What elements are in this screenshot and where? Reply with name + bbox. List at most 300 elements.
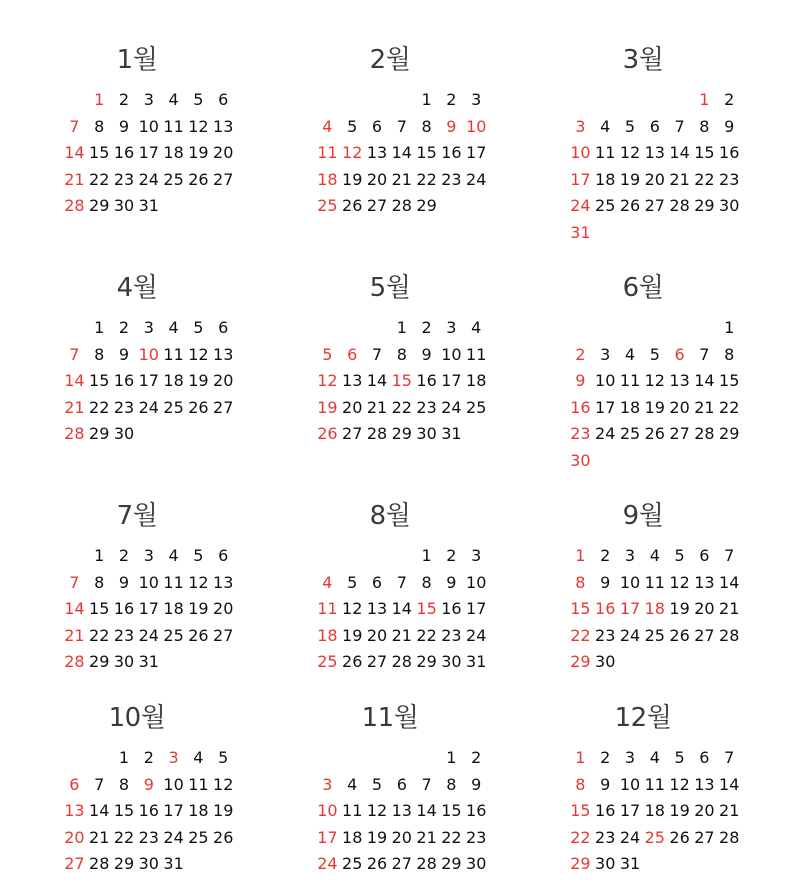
day-cell[interactable]: 12 [188, 572, 209, 592]
day-cell[interactable]: 6 [699, 546, 710, 565]
day-cell[interactable]: 2 [600, 748, 611, 767]
day-cell[interactable]: 17 [138, 599, 159, 619]
day-cell[interactable]: 15 [89, 599, 110, 619]
day-cell[interactable]: 13 [391, 801, 412, 821]
day-cell[interactable]: 11 [317, 599, 338, 619]
day-cell[interactable]: 24 [138, 625, 159, 645]
day-cell[interactable]: 7 [371, 344, 383, 364]
day-cell[interactable]: 22 [89, 625, 110, 645]
day-cell[interactable]: 3 [471, 90, 482, 109]
day-cell[interactable]: 3 [471, 546, 482, 565]
day-cell[interactable]: 28 [416, 854, 437, 874]
day-cell[interactable]: 26 [342, 652, 363, 672]
day-cell[interactable]: 22 [694, 169, 715, 189]
day-cell[interactable]: 13 [213, 344, 234, 364]
day-cell[interactable]: 10 [441, 344, 462, 364]
day-cell[interactable]: 11 [466, 344, 487, 364]
day-cell[interactable]: 24 [570, 196, 591, 216]
day-cell[interactable]: 12 [317, 371, 338, 391]
day-cell[interactable]: 1 [699, 90, 710, 109]
day-cell[interactable]: 11 [342, 801, 363, 821]
day-cell[interactable]: 11 [644, 572, 665, 592]
day-cell[interactable]: 7 [69, 116, 80, 136]
day-cell[interactable]: 14 [64, 143, 85, 163]
day-cell[interactable]: 20 [694, 599, 715, 619]
day-cell[interactable]: 16 [595, 599, 616, 619]
day-cell[interactable]: 9 [575, 371, 586, 391]
day-cell[interactable]: 19 [188, 371, 209, 391]
day-cell[interactable]: 29 [719, 424, 740, 444]
day-cell[interactable]: 20 [342, 397, 363, 417]
day-cell[interactable]: 11 [317, 143, 338, 163]
day-cell[interactable]: 1 [575, 748, 586, 767]
day-cell[interactable]: 24 [317, 854, 338, 874]
day-cell[interactable]: 17 [466, 143, 487, 163]
day-cell[interactable]: 7 [69, 572, 80, 592]
day-cell[interactable]: 7 [396, 572, 407, 592]
day-cell[interactable]: 27 [342, 424, 363, 444]
day-cell[interactable]: 24 [466, 169, 487, 189]
day-cell[interactable]: 28 [366, 424, 388, 444]
day-cell[interactable]: 9 [446, 116, 457, 136]
day-cell[interactable]: 11 [163, 116, 184, 136]
day-cell[interactable]: 23 [441, 625, 462, 645]
day-cell[interactable]: 30 [138, 854, 159, 874]
day-cell[interactable]: 12 [213, 774, 234, 794]
day-cell[interactable]: 31 [466, 652, 487, 672]
day-cell[interactable]: 9 [143, 774, 154, 794]
day-cell[interactable]: 31 [570, 223, 591, 242]
day-cell[interactable]: 13 [366, 143, 388, 163]
day-cell[interactable]: 2 [421, 318, 432, 337]
day-cell[interactable]: 19 [619, 169, 641, 189]
day-cell[interactable]: 8 [724, 344, 735, 364]
day-cell[interactable]: 13 [366, 599, 388, 619]
day-cell[interactable]: 31 [619, 854, 641, 874]
day-cell[interactable]: 9 [118, 572, 130, 592]
day-cell[interactable]: 17 [138, 143, 159, 163]
day-cell[interactable]: 10 [138, 116, 159, 136]
day-cell[interactable]: 27 [64, 854, 85, 874]
day-cell[interactable]: 8 [575, 774, 586, 794]
day-cell[interactable]: 4 [168, 90, 179, 109]
day-cell[interactable]: 29 [113, 854, 135, 874]
day-cell[interactable]: 28 [64, 652, 85, 672]
day-cell[interactable]: 5 [193, 318, 204, 337]
day-cell[interactable]: 30 [441, 652, 462, 672]
day-cell[interactable]: 14 [89, 801, 110, 821]
day-cell[interactable]: 10 [317, 801, 338, 821]
day-cell[interactable]: 17 [163, 801, 184, 821]
day-cell[interactable]: 29 [391, 424, 412, 444]
day-cell[interactable]: 20 [64, 827, 85, 847]
day-cell[interactable]: 10 [163, 774, 184, 794]
day-cell[interactable]: 15 [113, 801, 135, 821]
day-cell[interactable]: 24 [138, 169, 159, 189]
day-cell[interactable]: 4 [347, 774, 358, 794]
day-cell[interactable]: 22 [416, 625, 437, 645]
day-cell[interactable]: 20 [669, 397, 690, 417]
day-cell[interactable]: 19 [669, 801, 690, 821]
day-cell[interactable]: 5 [674, 546, 685, 565]
day-cell[interactable]: 3 [168, 748, 179, 767]
day-cell[interactable]: 18 [644, 599, 665, 619]
day-cell[interactable]: 7 [724, 748, 735, 767]
day-cell[interactable]: 7 [421, 774, 432, 794]
day-cell[interactable]: 9 [471, 774, 482, 794]
day-cell[interactable]: 4 [649, 748, 660, 767]
day-cell[interactable]: 2 [118, 546, 130, 565]
day-cell[interactable]: 31 [138, 652, 159, 672]
day-cell[interactable]: 15 [89, 371, 110, 391]
day-cell[interactable]: 18 [466, 371, 487, 391]
day-cell[interactable]: 12 [669, 572, 690, 592]
day-cell[interactable]: 2 [575, 344, 586, 364]
day-cell[interactable]: 5 [371, 774, 383, 794]
day-cell[interactable]: 26 [669, 827, 690, 847]
day-cell[interactable]: 28 [64, 196, 85, 216]
day-cell[interactable]: 16 [113, 371, 135, 391]
day-cell[interactable]: 27 [366, 652, 388, 672]
day-cell[interactable]: 19 [188, 143, 209, 163]
day-cell[interactable]: 26 [669, 625, 690, 645]
day-cell[interactable]: 28 [719, 625, 740, 645]
day-cell[interactable]: 20 [213, 143, 234, 163]
day-cell[interactable]: 14 [64, 599, 85, 619]
day-cell[interactable]: 31 [138, 196, 159, 216]
day-cell[interactable]: 5 [193, 546, 204, 565]
day-cell[interactable]: 25 [644, 625, 665, 645]
day-cell[interactable]: 10 [466, 572, 487, 592]
day-cell[interactable]: 27 [694, 827, 715, 847]
day-cell[interactable]: 1 [724, 318, 735, 337]
day-cell[interactable]: 5 [322, 344, 333, 364]
day-cell[interactable]: 24 [441, 397, 462, 417]
day-cell[interactable]: 25 [595, 196, 616, 216]
day-cell[interactable]: 7 [69, 344, 80, 364]
day-cell[interactable]: 15 [441, 801, 462, 821]
day-cell[interactable]: 12 [669, 774, 690, 794]
day-cell[interactable]: 24 [619, 827, 641, 847]
day-cell[interactable]: 29 [89, 424, 110, 444]
day-cell[interactable]: 30 [466, 854, 487, 874]
day-cell[interactable]: 10 [138, 572, 159, 592]
day-cell[interactable]: 12 [366, 801, 388, 821]
day-cell[interactable]: 10 [138, 344, 159, 364]
day-cell[interactable]: 19 [342, 169, 363, 189]
day-cell[interactable]: 24 [163, 827, 184, 847]
day-cell[interactable]: 10 [570, 143, 591, 163]
day-cell[interactable]: 8 [396, 344, 407, 364]
day-cell[interactable]: 30 [113, 652, 135, 672]
day-cell[interactable]: 21 [719, 599, 740, 619]
day-cell[interactable]: 14 [391, 599, 412, 619]
day-cell[interactable]: 10 [619, 774, 641, 794]
day-cell[interactable]: 21 [391, 625, 412, 645]
day-cell[interactable]: 29 [570, 854, 591, 874]
day-cell[interactable]: 24 [138, 397, 159, 417]
day-cell[interactable]: 9 [446, 572, 457, 592]
day-cell[interactable]: 1 [94, 90, 105, 109]
day-cell[interactable]: 21 [64, 169, 85, 189]
day-cell[interactable]: 20 [213, 599, 234, 619]
day-cell[interactable]: 29 [416, 652, 437, 672]
day-cell[interactable]: 1 [421, 90, 432, 109]
day-cell[interactable]: 4 [322, 116, 333, 136]
day-cell[interactable]: 22 [89, 397, 110, 417]
day-cell[interactable]: 24 [619, 625, 641, 645]
day-cell[interactable]: 19 [213, 801, 234, 821]
day-cell[interactable]: 3 [322, 774, 333, 794]
day-cell[interactable]: 20 [366, 625, 388, 645]
day-cell[interactable]: 4 [600, 116, 611, 136]
day-cell[interactable]: 20 [391, 827, 412, 847]
day-cell[interactable]: 17 [466, 599, 487, 619]
day-cell[interactable]: 18 [163, 143, 184, 163]
day-cell[interactable]: 26 [188, 397, 209, 417]
day-cell[interactable]: 26 [188, 625, 209, 645]
day-cell[interactable]: 22 [89, 169, 110, 189]
day-cell[interactable]: 19 [342, 625, 363, 645]
day-cell[interactable]: 16 [441, 599, 462, 619]
day-cell[interactable]: 5 [624, 116, 636, 136]
day-cell[interactable]: 14 [719, 572, 740, 592]
day-cell[interactable]: 16 [441, 143, 462, 163]
day-cell[interactable]: 1 [575, 546, 586, 565]
day-cell[interactable]: 14 [694, 371, 715, 391]
day-cell[interactable]: 13 [64, 801, 85, 821]
day-cell[interactable]: 6 [396, 774, 407, 794]
day-cell[interactable]: 15 [89, 143, 110, 163]
day-cell[interactable]: 19 [188, 599, 209, 619]
day-cell[interactable]: 16 [138, 801, 159, 821]
day-cell[interactable]: 6 [347, 344, 358, 364]
day-cell[interactable]: 13 [213, 572, 234, 592]
day-cell[interactable]: 15 [570, 801, 591, 821]
day-cell[interactable]: 8 [94, 116, 105, 136]
day-cell[interactable]: 23 [113, 625, 135, 645]
day-cell[interactable]: 20 [213, 371, 234, 391]
day-cell[interactable]: 27 [213, 169, 234, 189]
day-cell[interactable]: 12 [188, 116, 209, 136]
day-cell[interactable]: 22 [719, 397, 740, 417]
day-cell[interactable]: 11 [595, 143, 616, 163]
day-cell[interactable]: 21 [694, 397, 715, 417]
day-cell[interactable]: 21 [64, 397, 85, 417]
day-cell[interactable]: 22 [441, 827, 462, 847]
day-cell[interactable]: 23 [138, 827, 159, 847]
day-cell[interactable]: 22 [570, 625, 591, 645]
day-cell[interactable]: 18 [317, 625, 338, 645]
day-cell[interactable]: 15 [416, 599, 437, 619]
day-cell[interactable]: 31 [163, 854, 184, 874]
day-cell[interactable]: 18 [163, 371, 184, 391]
day-cell[interactable]: 18 [644, 801, 665, 821]
day-cell[interactable]: 26 [213, 827, 234, 847]
day-cell[interactable]: 27 [391, 854, 412, 874]
day-cell[interactable]: 17 [595, 397, 616, 417]
day-cell[interactable]: 23 [595, 625, 616, 645]
day-cell[interactable]: 15 [391, 371, 412, 391]
day-cell[interactable]: 7 [396, 116, 407, 136]
day-cell[interactable]: 29 [570, 652, 591, 672]
day-cell[interactable]: 28 [391, 196, 412, 216]
day-cell[interactable]: 18 [595, 169, 616, 189]
day-cell[interactable]: 28 [694, 424, 715, 444]
day-cell[interactable]: 10 [619, 572, 641, 592]
day-cell[interactable]: 14 [64, 371, 85, 391]
day-cell[interactable]: 18 [163, 599, 184, 619]
day-cell[interactable]: 21 [416, 827, 437, 847]
day-cell[interactable]: 2 [600, 546, 611, 565]
day-cell[interactable]: 3 [575, 116, 586, 136]
day-cell[interactable]: 4 [322, 572, 333, 592]
day-cell[interactable]: 28 [391, 652, 412, 672]
day-cell[interactable]: 12 [342, 599, 363, 619]
day-cell[interactable]: 7 [724, 546, 735, 565]
day-cell[interactable]: 30 [595, 652, 616, 672]
day-cell[interactable]: 6 [699, 748, 710, 767]
day-cell[interactable]: 16 [595, 801, 616, 821]
day-cell[interactable]: 29 [416, 196, 437, 216]
day-cell[interactable]: 15 [570, 599, 591, 619]
day-cell[interactable]: 27 [366, 196, 388, 216]
day-cell[interactable]: 26 [342, 196, 363, 216]
day-cell[interactable]: 3 [143, 318, 154, 337]
day-cell[interactable]: 6 [69, 774, 80, 794]
day-cell[interactable]: 8 [94, 344, 105, 364]
day-cell[interactable]: 2 [118, 318, 130, 337]
day-cell[interactable]: 18 [188, 801, 209, 821]
day-cell[interactable]: 17 [570, 169, 591, 189]
day-cell[interactable]: 16 [466, 801, 487, 821]
day-cell[interactable]: 22 [391, 397, 412, 417]
day-cell[interactable]: 28 [89, 854, 110, 874]
day-cell[interactable]: 5 [218, 748, 229, 767]
day-cell[interactable]: 31 [441, 424, 462, 444]
day-cell[interactable]: 25 [342, 854, 363, 874]
day-cell[interactable]: 29 [441, 854, 462, 874]
day-cell[interactable]: 18 [317, 169, 338, 189]
day-cell[interactable]: 8 [421, 572, 432, 592]
day-cell[interactable]: 2 [446, 546, 457, 565]
day-cell[interactable]: 20 [644, 169, 665, 189]
day-cell[interactable]: 2 [446, 90, 457, 109]
day-cell[interactable]: 17 [619, 801, 641, 821]
day-cell[interactable]: 7 [674, 116, 685, 136]
day-cell[interactable]: 25 [466, 397, 487, 417]
day-cell[interactable]: 12 [619, 143, 641, 163]
day-cell[interactable]: 25 [644, 827, 665, 847]
day-cell[interactable]: 23 [416, 397, 437, 417]
day-cell[interactable]: 8 [446, 774, 457, 794]
day-cell[interactable]: 13 [213, 116, 234, 136]
day-cell[interactable]: 3 [624, 748, 636, 767]
day-cell[interactable]: 15 [719, 371, 740, 391]
day-cell[interactable]: 29 [89, 196, 110, 216]
day-cell[interactable]: 30 [595, 854, 616, 874]
day-cell[interactable]: 25 [188, 827, 209, 847]
day-cell[interactable]: 19 [644, 397, 665, 417]
day-cell[interactable]: 4 [193, 748, 204, 767]
day-cell[interactable]: 5 [649, 344, 660, 364]
day-cell[interactable]: 24 [466, 625, 487, 645]
day-cell[interactable]: 27 [213, 397, 234, 417]
day-cell[interactable]: 15 [694, 143, 715, 163]
day-cell[interactable]: 30 [113, 196, 135, 216]
day-cell[interactable]: 21 [669, 169, 690, 189]
day-cell[interactable]: 30 [416, 424, 437, 444]
day-cell[interactable]: 25 [317, 196, 338, 216]
day-cell[interactable]: 2 [118, 90, 130, 109]
day-cell[interactable]: 26 [619, 196, 641, 216]
day-cell[interactable]: 9 [600, 774, 611, 794]
day-cell[interactable]: 23 [719, 169, 740, 189]
day-cell[interactable]: 3 [600, 344, 611, 364]
day-cell[interactable]: 16 [113, 143, 135, 163]
day-cell[interactable]: 10 [466, 116, 487, 136]
day-cell[interactable]: 6 [649, 116, 660, 136]
day-cell[interactable]: 26 [317, 424, 338, 444]
day-cell[interactable]: 22 [113, 827, 135, 847]
day-cell[interactable]: 14 [416, 801, 437, 821]
day-cell[interactable]: 13 [669, 371, 690, 391]
day-cell[interactable]: 21 [391, 169, 412, 189]
day-cell[interactable]: 2 [471, 748, 482, 767]
day-cell[interactable]: 25 [619, 424, 641, 444]
day-cell[interactable]: 6 [218, 318, 229, 337]
day-cell[interactable]: 12 [342, 143, 363, 163]
day-cell[interactable]: 13 [342, 371, 363, 391]
day-cell[interactable]: 23 [113, 397, 135, 417]
day-cell[interactable]: 30 [113, 424, 135, 444]
day-cell[interactable]: 30 [719, 196, 740, 216]
day-cell[interactable]: 18 [342, 827, 363, 847]
day-cell[interactable]: 15 [416, 143, 437, 163]
day-cell[interactable]: 18 [619, 397, 641, 417]
day-cell[interactable]: 2 [143, 748, 154, 767]
day-cell[interactable]: 28 [64, 424, 85, 444]
day-cell[interactable]: 14 [719, 774, 740, 794]
day-cell[interactable]: 20 [366, 169, 388, 189]
day-cell[interactable]: 4 [168, 318, 179, 337]
day-cell[interactable]: 23 [466, 827, 487, 847]
day-cell[interactable]: 22 [416, 169, 437, 189]
day-cell[interactable]: 8 [118, 774, 130, 794]
day-cell[interactable]: 26 [188, 169, 209, 189]
day-cell[interactable]: 25 [163, 169, 184, 189]
day-cell[interactable]: 3 [446, 318, 457, 337]
day-cell[interactable]: 1 [396, 318, 407, 337]
day-cell[interactable]: 25 [163, 625, 184, 645]
day-cell[interactable]: 14 [669, 143, 690, 163]
day-cell[interactable]: 11 [619, 371, 641, 391]
day-cell[interactable]: 1 [421, 546, 432, 565]
day-cell[interactable]: 23 [595, 827, 616, 847]
day-cell[interactable]: 17 [317, 827, 338, 847]
day-cell[interactable]: 12 [188, 344, 209, 364]
day-cell[interactable]: 11 [644, 774, 665, 794]
day-cell[interactable]: 13 [694, 572, 715, 592]
day-cell[interactable]: 5 [347, 572, 358, 592]
day-cell[interactable]: 29 [694, 196, 715, 216]
day-cell[interactable]: 5 [674, 748, 685, 767]
day-cell[interactable]: 1 [94, 318, 105, 337]
day-cell[interactable]: 1 [94, 546, 105, 565]
day-cell[interactable]: 27 [669, 424, 690, 444]
day-cell[interactable]: 19 [366, 827, 388, 847]
day-cell[interactable]: 3 [143, 90, 154, 109]
